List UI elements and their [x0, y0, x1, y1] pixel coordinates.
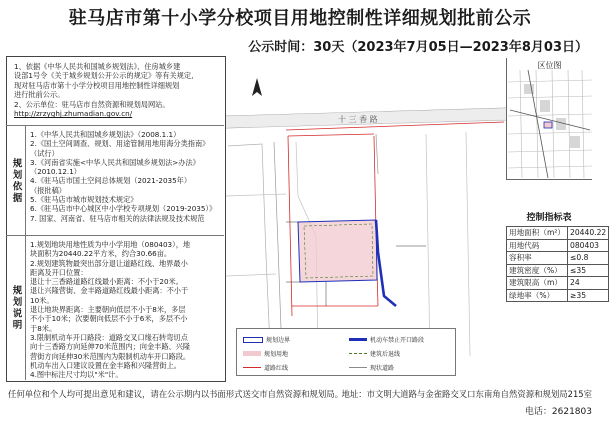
notice-section	[6, 56, 224, 126]
content-item: 3.限制机动车开口路段：道路交叉口缘石转弯切点	[30, 332, 188, 342]
legend-swatch	[243, 351, 261, 356]
control-key: 用地面积（m²）	[507, 227, 568, 240]
notice-line: 现对驻马店市第十小学分校项目用地控制性详细规划	[14, 80, 180, 90]
basis-item: 7. 国家、河南省、驻马店市相关的法律法规及技术规范	[30, 213, 205, 223]
legend-item	[349, 335, 424, 344]
legend-label: 规划用地	[264, 351, 289, 358]
control-key: 绿地率（%）	[507, 289, 568, 302]
content-item: 不小于10米；次要朝向低层不小于6米，多层不小	[30, 314, 188, 324]
basis-item: 1.《中华人民共和国城乡规划法》（2008.1.1）	[30, 130, 181, 139]
location-map	[506, 58, 592, 180]
legend-label: 建筑后退线	[370, 351, 401, 358]
legend-item	[243, 363, 288, 372]
basis-item: 6.《驻马店市中心城区中小学校专项规划（2019-2035）》	[30, 204, 217, 214]
footer-address: 地址：市文明大道路与金雀路交叉口东南角自然资源和规划局215室	[341, 389, 592, 399]
control-key: 建筑密度（%）	[507, 264, 568, 277]
table-row	[507, 227, 609, 240]
planning-content-label-cell	[6, 236, 26, 380]
planning-basis-list	[30, 130, 220, 233]
control-value: 080403	[568, 239, 609, 252]
basis-item: （报批稿）	[30, 185, 66, 195]
content-item: 机动车出入口建议设置在金丰路和兴隆营街上。	[30, 360, 181, 370]
content-item: 退让兴隆营街、金丰路道路红线最小距离：不小于	[30, 286, 189, 296]
location-map-title: 区位图	[537, 61, 562, 70]
footer-phone: 电话：2621803	[524, 407, 592, 417]
content-item: 10米。	[30, 295, 54, 305]
legend-swatch	[243, 337, 263, 343]
planning-site-area	[298, 220, 377, 282]
content-item: 距离及开口位置：	[30, 267, 88, 277]
legend-swatch	[349, 367, 367, 368]
legend-label: 机动车禁止开口路段	[370, 337, 425, 344]
planning-content-section	[6, 236, 224, 380]
location-map-graphic	[508, 70, 592, 178]
basis-item: 3.《河南省实施<中华人民共和国城乡规划法>办法》	[30, 157, 200, 167]
notice-period: 公示时间：30天（2023年7月05日—2023年8月03日）	[248, 40, 588, 55]
control-value: ≤0.8	[568, 252, 609, 265]
legend-item	[243, 349, 288, 358]
notice-line: 设部1号令《关于城乡规划公开公示的规定》等有关规定,	[14, 71, 194, 81]
footer	[0, 384, 600, 404]
content-item: 4.图中标注尺寸均以"米"计。	[30, 370, 123, 380]
page-title: 驻马店市第十小学分校项目用地控制性详细规划批前公示	[68, 8, 532, 29]
control-index-table	[506, 210, 607, 302]
planning-basis-label: 规划依据	[10, 157, 22, 204]
table-row	[507, 264, 609, 277]
legend-label: 规划边界	[266, 337, 291, 344]
content-item: 块面积为20440.22平方米，约合30.66亩。	[30, 249, 172, 259]
left-column	[6, 56, 226, 382]
table-row	[507, 277, 609, 290]
content-item: 1.规划地块用地性质为中小学用地（080403），地	[30, 240, 191, 249]
control-key: 容积率	[507, 252, 568, 265]
content-item: 向十三香路方向延伸70米范围内；向金丰路、兴隆	[30, 342, 191, 352]
legend-item	[349, 349, 400, 358]
map-legend	[236, 328, 456, 376]
planning-content-label: 规划说明	[10, 285, 22, 331]
basis-item: （2010.12.1）	[30, 167, 81, 177]
notice-line: 2、公示单位：驻马店市自然资源和规划局网站。	[14, 99, 170, 109]
legend-item	[243, 335, 290, 344]
basis-item: 2.《国土空间调查、规划、用途管制用地用海分类指南》	[30, 139, 210, 149]
basis-item: 5.《驻马店市城市规划技术规定》	[30, 195, 138, 205]
table-row	[507, 289, 609, 302]
content-item: 2.规划建筑物最突出部分退让道路红线、地界最小	[30, 258, 188, 268]
footer-comment-note: 任何单位和个人均可提出意见和建议，请在公示期内以书面形式送交市自然资源和规划局。	[8, 389, 343, 399]
control-key: 用地代码	[507, 239, 568, 252]
legend-swatch	[243, 367, 261, 368]
notice-line: 进行批前公示。	[14, 90, 65, 100]
planning-basis-section	[6, 126, 224, 236]
control-value: 24	[568, 277, 609, 290]
table-row	[507, 252, 609, 265]
legend-item	[349, 363, 394, 372]
north-arrow-icon	[250, 78, 264, 100]
content-item: 退让十三香路道路红线最小距离：不小于20米。	[30, 277, 183, 287]
basis-item: 4.《驻马店市国土空间总体规划（2021-2035年）	[30, 176, 192, 186]
notice-line: 1、依据《中华人民共和国城乡规划法》、住房城乡建	[14, 62, 181, 71]
legend-label: 现状道路	[370, 365, 395, 372]
planning-content-list	[30, 240, 220, 378]
control-index-grid	[506, 226, 609, 302]
content-item: 于8米。	[30, 323, 57, 333]
legend-swatch	[349, 338, 367, 341]
legend-swatch	[349, 353, 367, 354]
control-key: 建筑限高（m）	[507, 277, 568, 290]
road-label: 十 三 香 路	[338, 115, 378, 124]
table-row	[507, 239, 609, 252]
control-value: 20440.22	[568, 227, 609, 240]
basis-item: （试行）	[30, 148, 59, 158]
content-item: 营街方向延伸30米范围内为限制机动车开口路段。	[30, 351, 191, 361]
legend-label: 道路红线	[264, 365, 289, 372]
location-site-marker	[544, 122, 552, 128]
control-index-title: 控制指标表	[526, 213, 572, 223]
control-value: ≤35	[568, 264, 609, 277]
content-item: 退让地块界距离：主要朝向低层不小于8米，多层	[30, 305, 186, 315]
planning-basis-label-cell	[6, 126, 26, 235]
website-link[interactable]: http://zrzyghj.zhumadian.gov.cn/	[14, 109, 133, 119]
control-value: ≥35	[568, 289, 609, 302]
planning-map-panel	[226, 56, 607, 382]
